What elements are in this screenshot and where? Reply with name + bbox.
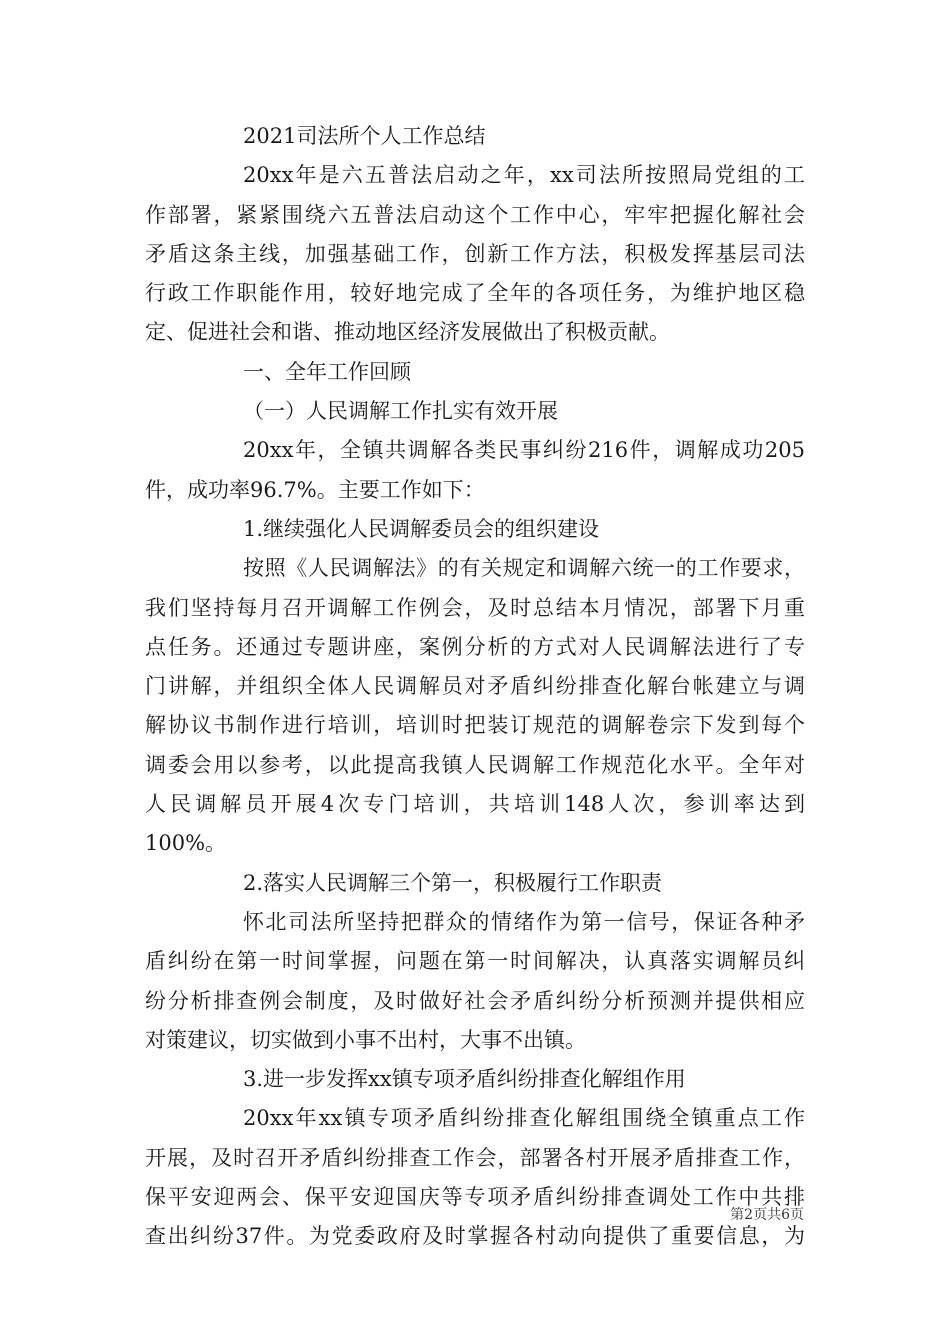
paragraph-line: 20xx年，全镇共调解各类民事纠纷216件，调解成功205: [243, 438, 805, 463]
paragraph-line: 矛盾这条主线，加强基础工作，创新工作方法，积极发挥基层司法: [145, 241, 805, 266]
item-heading: 1.继续强化人民调解委员会的组织建设: [243, 516, 600, 541]
paragraph-line: 点任务。还通过专题讲座，案例分析的方式对人民调解法进行了专: [145, 634, 805, 659]
paragraph-line: 盾纠纷在第一时间掌握，问题在第一时间解决，认真落实调解员纠: [145, 949, 805, 974]
paragraph-line: 门讲解，并组织全体人民调解员对矛盾纠纷排查化解台帐建立与调: [145, 674, 805, 699]
paragraph-line: 对策建议，切实做到小事不出村，大事不出镇。: [145, 1027, 586, 1052]
section-heading: 一、全年工作回顾: [243, 359, 411, 384]
paragraph-line: 按照《人民调解法》的有关规定和调解六统一的工作要求，: [243, 556, 805, 581]
document-body: [145, 117, 805, 1257]
paragraph-line: 件，成功率96.7%。主要工作如下：: [145, 477, 485, 502]
paragraph-line: 行政工作职能作用，较好地完成了全年的各项任务，为维护地区稳: [145, 281, 805, 306]
paragraph-line: 开展，及时召开矛盾纠纷排查工作会，部署各村开展矛盾排查工作，: [145, 1145, 805, 1170]
paragraph-line: 调委会用以参考，以此提高我镇人民调解工作规范化水平。全年对: [145, 752, 805, 777]
paragraph-line: 100%。: [145, 831, 227, 856]
item-heading: 2.落实人民调解三个第一，积极履行工作职责: [243, 870, 663, 895]
item-heading: 3.进一步发挥xx镇专项矛盾纠纷排查化解组作用: [243, 1067, 686, 1092]
paragraph-line: 20xx年xx镇专项矛盾纠纷排查化解组围绕全镇重点工作: [243, 1106, 805, 1131]
paragraph-line: 纷分析排查例会制度，及时做好社会矛盾纠纷分析预测并提供相应: [145, 988, 805, 1013]
paragraph-line: 20xx年是六五普法启动之年，xx司法所按照局党组的工: [243, 163, 805, 188]
paragraph-line: 我们坚持每月召开调解工作例会，及时总结本月情况，部署下月重: [145, 595, 805, 620]
page-number: 第2页共6页: [730, 1207, 804, 1223]
paragraph-line: 定、促进社会和谐、推动地区经济发展做出了积极贡献。: [145, 320, 670, 345]
paragraph-line: 保平安迎两会、保平安迎国庆等专项矛盾纠纷排查调处工作中共排: [145, 1185, 805, 1210]
document-title: 2021司法所个人工作总结: [243, 124, 486, 148]
paragraph-line: 作部署，紧紧围绕六五普法启动这个工作中心，牢牢把握化解社会: [145, 202, 805, 227]
paragraph-line: 解协议书制作进行培训，培训时把装订规范的调解卷宗下发到每个: [145, 713, 805, 738]
paragraph-line: 查出纠纷37件。为党委政府及时掌握各村动向提供了重要信息，为: [145, 1224, 805, 1249]
subsection-heading: （一）人民调解工作扎实有效开展: [243, 399, 558, 424]
paragraph-line: 人民调解员开展4次专门培训，共培训148人次，参训率达到: [145, 792, 805, 817]
paragraph-line: 怀北司法所坚持把群众的情绪作为第一信号，保证各种矛: [243, 909, 805, 934]
